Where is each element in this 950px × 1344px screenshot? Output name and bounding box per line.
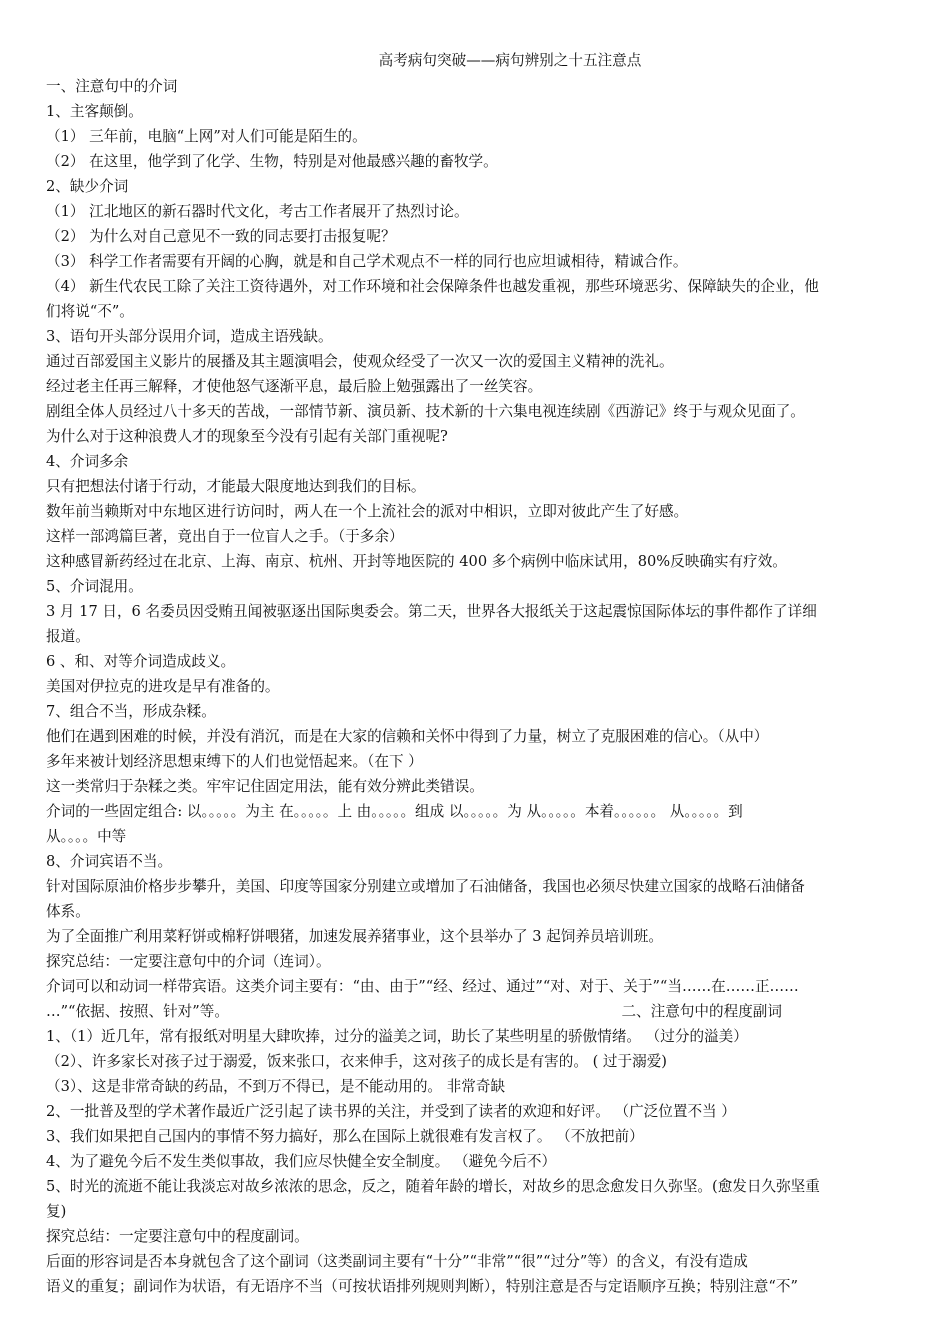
text-line: 2、缺少介词: [46, 178, 129, 195]
text-line: 他们在遇到困难的时候，并没有消沉，而是在大家的信赖和关怀中得到了力量，树立了克服困难的信心。（从中）: [46, 728, 769, 745]
text-line: 6 、和、对等介词造成歧义。: [46, 653, 236, 670]
text-line: 复): [46, 1203, 67, 1220]
text-line: 们将说“不”。: [46, 303, 134, 320]
text-line: 3 月 17 日，6 名委员因受贿丑闻被驱逐出国际奥委会。第二天，世界各大报纸关于这起震惊国际体坛的事件都作了详细: [46, 603, 817, 620]
text-line: 探究总结：一定要注意句中的介词（连词）。: [46, 953, 331, 970]
text-line: 从。。。。中等: [46, 828, 127, 845]
section-heading: 一、注意句中的介词: [46, 78, 178, 95]
text-line: 体系。: [46, 903, 90, 920]
text-line: （2） 为什么对自己意见不一致的同志要打击报复呢？: [46, 228, 396, 245]
text-line: 多年来被计划经济思想束缚下的人们也觉悟起来。（在下 ）: [46, 753, 423, 770]
text-line: 4、为了避免今后不发生类似事故，我们应尽快健全安全制度。 （避免今后不）: [46, 1153, 557, 1170]
text-line: （4） 新生代农民工除了关注工资待遇外，对工作环境和社会保障条件也越发重视，那些环境恶劣、保障缺失的企业，他: [46, 278, 819, 295]
text-line: 为了全面推广利用菜籽饼或棉籽饼喂猪，加速发展养猪事业，这个县举办了 3 起饲养员培训班。: [46, 928, 663, 945]
text-line: …”“依据、按照、针对”等。: [46, 1003, 229, 1020]
text-line: （3）、这是非常奇缺的药品，不到万不得已，是不能动用的。 非常奇缺: [46, 1078, 506, 1095]
text-line: 1、主客颠倒。: [46, 103, 143, 120]
text-line: 介词可以和动词一样带宾语。这类介词主要有：“由、由于”“经、经过、通过”“对、对于、关于”“当……在……正……: [46, 978, 799, 995]
text-line: 针对国际原油价格步步攀升，美国、印度等国家分别建立或增加了石油储备，我国也必须尽快建立国家的战略石油储备: [46, 878, 805, 895]
text-line: 后面的形容词是否本身就包含了这个副词（这类副词主要有“十分”“非常”“很”“过分”等）的含义，有没有造成: [46, 1253, 748, 1270]
text-line: 为什么对于这种浪费人才的现象至今没有引起有关部门重视呢?: [46, 428, 448, 445]
text-line: 通过百部爱国主义影片的展播及其主题演唱会，使观众经受了一次又一次的爱国主义精神的洗礼。: [46, 353, 674, 370]
text-line: 这种感冒新药经过在北京、上海、南京、杭州、开封等地医院的 400 多个病例中临床试用，80%反映确实有疗效。: [46, 553, 787, 570]
text-line: 美国对伊拉克的进攻是早有准备的。: [46, 678, 280, 695]
text-line: （2） 在这里，他学到了化学、生物，特别是对他最感兴趣的畜牧学。: [46, 153, 498, 170]
page-title: 高考病句突破——病句辨别之十五注意点: [378, 52, 642, 69]
text-line: 只有把想法付诸于行动，才能最大限度地达到我们的目标。: [46, 478, 426, 495]
text-line: （3） 科学工作者需要有开阔的心胸，就是和自己学术观点不一样的同行也应坦诚相待，精诚合作。: [46, 253, 688, 270]
text-line: 报道。: [46, 628, 90, 645]
text-line: （2）、许多家长对孩子过于溺爱，饭来张口，衣来伸手，这对孩子的成长是有害的。 ( 过于溺爱): [46, 1053, 667, 1070]
text-line: 2、一批普及型的学术著作最近广泛引起了读书界的关注，并受到了读者的欢迎和好评。 （广泛位置不当 ）: [46, 1103, 736, 1120]
text-line: 这样一部鸿篇巨著，竟出自于一位盲人之手。（于多余）: [46, 528, 404, 545]
text-line: 语义的重复；副词作为状语，有无语序不当（可按状语排列规则判断），特别注意是否与定语顺序互换；特别注意“不”: [46, 1278, 798, 1295]
text-line: 5、介词混用。: [46, 578, 143, 595]
text-line: 探究总结：一定要注意句中的程度副词。: [46, 1228, 309, 1245]
text-line: 4、介词多余: [46, 453, 129, 470]
text-line: 5、时光的流逝不能让我淡忘对故乡浓浓的思念，反之，随着年龄的增长，对故乡的思念愈发日久弥坚。(愈发日久弥坚重: [46, 1178, 820, 1195]
text-line: （1） 三年前，电脑“上网”对人们可能是陌生的。: [46, 128, 367, 145]
section-heading: 二、注意句中的程度副词: [621, 1003, 782, 1020]
text-line: 7、组合不当，形成杂糅。: [46, 703, 216, 720]
text-line: （1） 江北地区的新石器时代文化，考古工作者展开了热烈讨论。: [46, 203, 469, 220]
text-line: 数年前当赖斯对中东地区进行访问时，两人在一个上流社会的派对中相识，立即对彼此产生了好感。: [46, 503, 689, 520]
text-line: 8、介词宾语不当。: [46, 853, 173, 870]
text-line: 经过老主任再三解释，才使他怒气逐渐平息，最后脸上勉强露出了一丝笑容。: [46, 378, 543, 395]
text-line: 介词的一些固定组合: 以。。。。。为主 在。。。。。上 由。。。。。组成 以。。。。。为 从。。。。。本着。。。。。。 从。。。。。到: [46, 803, 743, 820]
text-line: 3、我们如果把自己国内的事情不努力搞好，那么在国际上就很难有发言权了。 （不放把前）: [46, 1128, 644, 1145]
text-line: 这一类常归于杂糅之类。牢牢记住固定用法，能有效分辨此类错误。: [46, 778, 484, 795]
text-line: 1、（1）近几年，常有报纸对明星大肆吹捧，过分的溢美之词，助长了某些明星的骄傲情绪。 （过分的溢美）: [46, 1028, 748, 1045]
text-line: 3、语句开头部分误用介词，造成主语残缺。: [46, 328, 333, 345]
text-line: 剧组全体人员经过八十多天的苦战，一部情节新、演员新、技术新的十六集电视连续剧《西游记》终于与观众见面了。: [46, 403, 805, 420]
